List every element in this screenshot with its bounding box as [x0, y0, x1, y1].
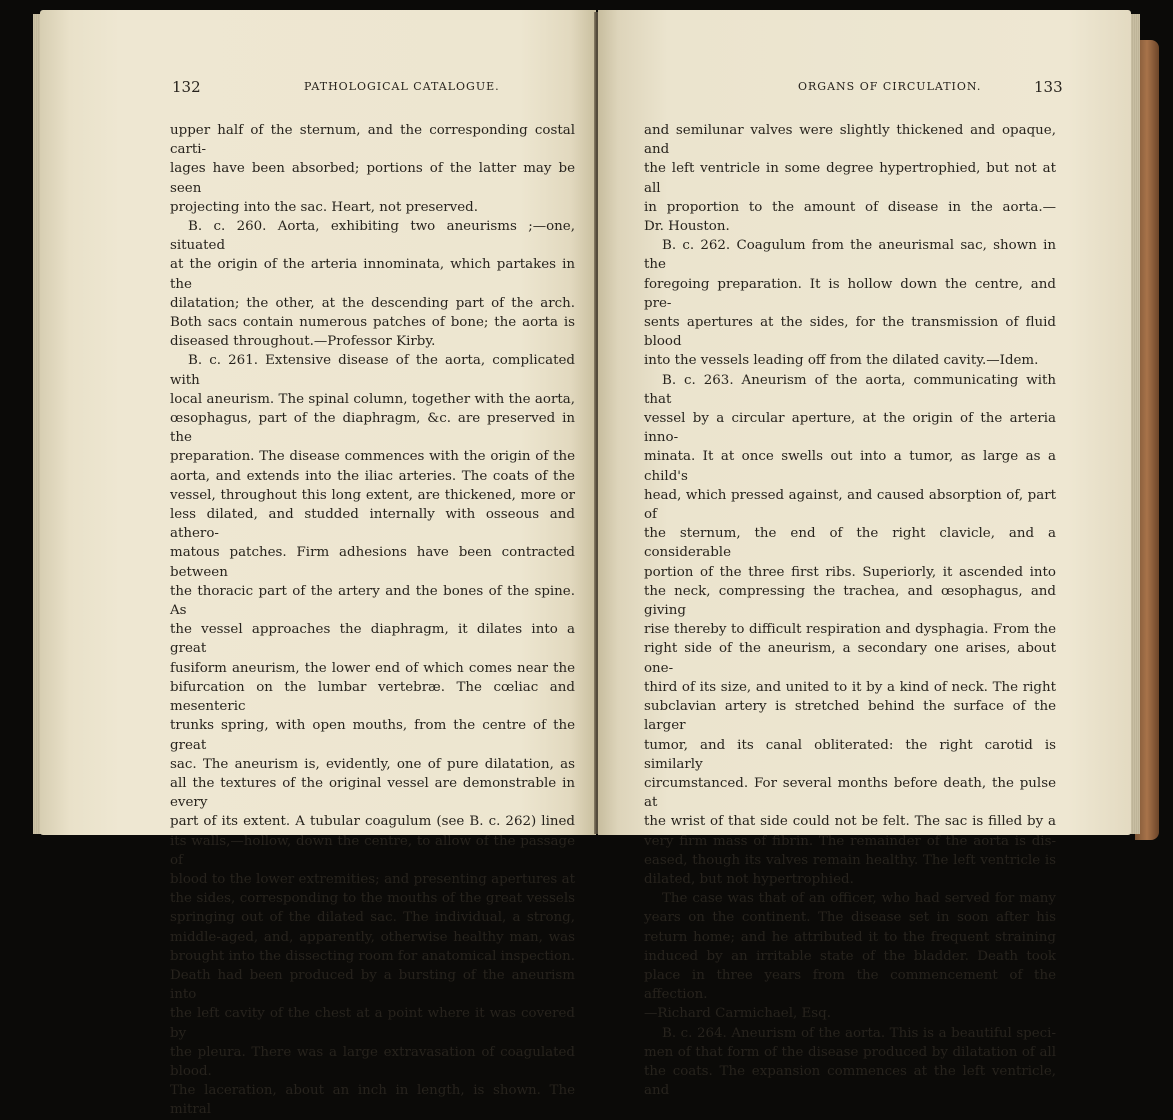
- text-line: less dilated, and studded internally with osseous and athero-: [170, 507, 575, 542]
- left-running-head: PATHOLOGICAL CATALOGUE.: [304, 80, 500, 93]
- text-line: Dr. Houston.: [644, 219, 730, 235]
- right-page-body: [644, 121, 1056, 1100]
- text-line: dilatation; the other, at the descending part of the arch.: [170, 295, 575, 311]
- text-line: brought into the dissecting room for anatomical inspection.: [170, 948, 575, 964]
- left-page-body: [170, 121, 575, 1120]
- text-line: upper half of the sternum, and the corresponding costal carti-: [170, 123, 575, 158]
- left-page-number: 132: [172, 78, 201, 96]
- text-line: years on the continent. The disease set in soon after his: [644, 910, 1056, 926]
- text-line: and semilunar valves were slightly thickened and opaque, and: [644, 123, 1056, 158]
- text-line: vessel by a circular aperture, at the origin of the arteria inno-: [644, 411, 1056, 446]
- text-line: tumor, and its canal obliterated: the right carotid is similarly: [644, 737, 1056, 772]
- text-line: the left ventricle in some degree hypertrophied, but not at all: [644, 161, 1056, 196]
- text-line: bifurcation on the lumbar vertebræ. The cœliac and mesenteric: [170, 679, 575, 715]
- text-line: the thoracic part of the artery and the bones of the spine. As: [170, 583, 575, 619]
- text-line: in proportion to the amount of disease in the aorta.—: [644, 199, 1056, 215]
- text-line: B. c. 262. Coagulum from the aneurismal sac, shown in the: [644, 238, 1056, 273]
- text-line: right side of the aneurism, a secondary one arises, about one-: [644, 641, 1056, 676]
- text-line: the coats. The expansion commences at the left ventricle, and: [644, 1063, 1056, 1099]
- text-line: part of its extent. A tubular coagulum (see B. c. 262) lined: [170, 814, 575, 830]
- text-line: head, which pressed against, and caused absorption of, part of: [644, 487, 1056, 523]
- text-line: projecting into the sac. Heart, not preserved.: [170, 199, 479, 215]
- text-line: fusiform aneurism, the lower end of which comes near the: [170, 660, 575, 676]
- text-line: the pleura. There was a large extravasation of coagulated blood.: [170, 1044, 575, 1079]
- text-line: aorta, and extends into the iliac arteries. The coats of the: [170, 468, 575, 484]
- text-line: blood to the lower extremities; and presenting apertures at: [170, 871, 575, 887]
- text-line: B. c. 260. Aorta, exhibiting two aneurisms ;—one, situated: [170, 219, 575, 254]
- text-line: into the vessels leading off from the dilated cavity.—Idem.: [644, 353, 1039, 369]
- text-line: at the origin of the arteria innominata, which partakes in the: [170, 257, 575, 292]
- text-line: the sternum, the end of the right clavicle, and a considerable: [644, 526, 1056, 561]
- text-line: —Richard Carmichael, Esq.: [644, 1006, 832, 1022]
- text-line: local aneurism. The spinal column, together with the aorta,: [170, 391, 575, 407]
- left-page: [40, 10, 596, 1118]
- text-line: B. c. 263. Aneurism of the aorta, communicating with that: [644, 372, 1056, 407]
- text-line: return home; and he attributed it to the frequent straining: [644, 929, 1056, 945]
- text-line: minata. It at once swells out into a tumor, as large as a child's: [644, 449, 1056, 484]
- text-line: B. c. 264. Aneurism of the aorta. This is a beautiful speci-: [662, 1025, 1056, 1041]
- text-line: The case was that of an officer, who had served for many: [662, 891, 1056, 907]
- text-line: place in three years from the commencement of the affection.: [644, 967, 1056, 1003]
- text-line: men of that form of the disease produced by dilatation of all: [644, 1044, 1056, 1060]
- text-line: springing out of the dilated sac. The individual, a strong,: [170, 910, 575, 926]
- text-line: trunks spring, with open mouths, from the centre of the great: [170, 718, 575, 753]
- text-line: lages have been absorbed; portions of the latter may be seen: [170, 161, 575, 196]
- text-line: preparation. The disease commences with the origin of the: [170, 449, 575, 465]
- text-line: portion of the three first ribs. Superiorly, it ascended into: [644, 564, 1056, 580]
- text-line: Death had been produced by a bursting of the aneurism into: [170, 967, 575, 1003]
- text-line: subclavian artery is stretched behind the surface of the larger: [644, 699, 1056, 734]
- text-line: foregoing preparation. It is hollow down the centre, and pre-: [644, 276, 1056, 311]
- text-line: the vessel approaches the diaphragm, it dilates into a great: [170, 622, 575, 657]
- text-line: dilated, but not hypertrophied.: [644, 871, 854, 887]
- text-line: third of its size, and united to it by a kind of neck. The right: [644, 679, 1056, 695]
- text-line: circumstanced. For several months before death, the pulse at: [644, 775, 1056, 811]
- text-line: œsophagus, part of the diaphragm, &c. are preserved in the: [170, 411, 575, 446]
- text-line: Both sacs contain numerous patches of bone; the aorta is: [170, 315, 575, 331]
- right-page-number: 133: [1034, 78, 1063, 96]
- text-line: The laceration, about an inch in length, is shown. The mitral: [170, 1083, 575, 1118]
- text-line: rise thereby to difficult respiration and dysphagia. From the: [644, 622, 1056, 638]
- text-line: B. c. 261. Extensive disease of the aorta, complicated with: [170, 353, 575, 388]
- text-line: middle-aged, and, apparently, otherwise healthy man, was: [170, 929, 575, 945]
- text-line: eased, though its valves remain healthy. The left ventricle is: [644, 852, 1056, 868]
- right-running-head: ORGANS OF CIRCULATION.: [798, 80, 982, 93]
- text-line: matous patches. Firm adhesions have been contracted between: [170, 545, 575, 580]
- text-line: sac. The aneurism is, evidently, one of pure dilatation, as: [170, 756, 575, 772]
- text-line: all the textures of the original vessel are demonstrable in every: [170, 775, 575, 811]
- text-line: the sides, corresponding to the mouths of the great vessels: [170, 891, 575, 907]
- text-line: its walls,—hollow, down the centre, to allow of the passage of: [170, 833, 575, 868]
- text-line: vessel, throughout this long extent, are thickened, more or: [170, 487, 575, 503]
- text-line: the neck, compressing the trachea, and œsophagus, and giving: [644, 583, 1056, 619]
- text-line: diseased throughout.—Professor Kirby.: [170, 334, 436, 350]
- text-line: induced by an irritable state of the bladder. Death took: [644, 948, 1056, 964]
- right-page: [598, 10, 1131, 1099]
- text-line: the wrist of that side could not be felt. The sac is filled by a: [644, 814, 1056, 830]
- text-line: sents apertures at the sides, for the transmission of fluid blood: [644, 315, 1056, 350]
- text-line: very firm mass of fibrin. The remainder of the aorta is dis-: [644, 833, 1056, 849]
- text-line: the left cavity of the chest at a point where it was covered by: [170, 1006, 575, 1041]
